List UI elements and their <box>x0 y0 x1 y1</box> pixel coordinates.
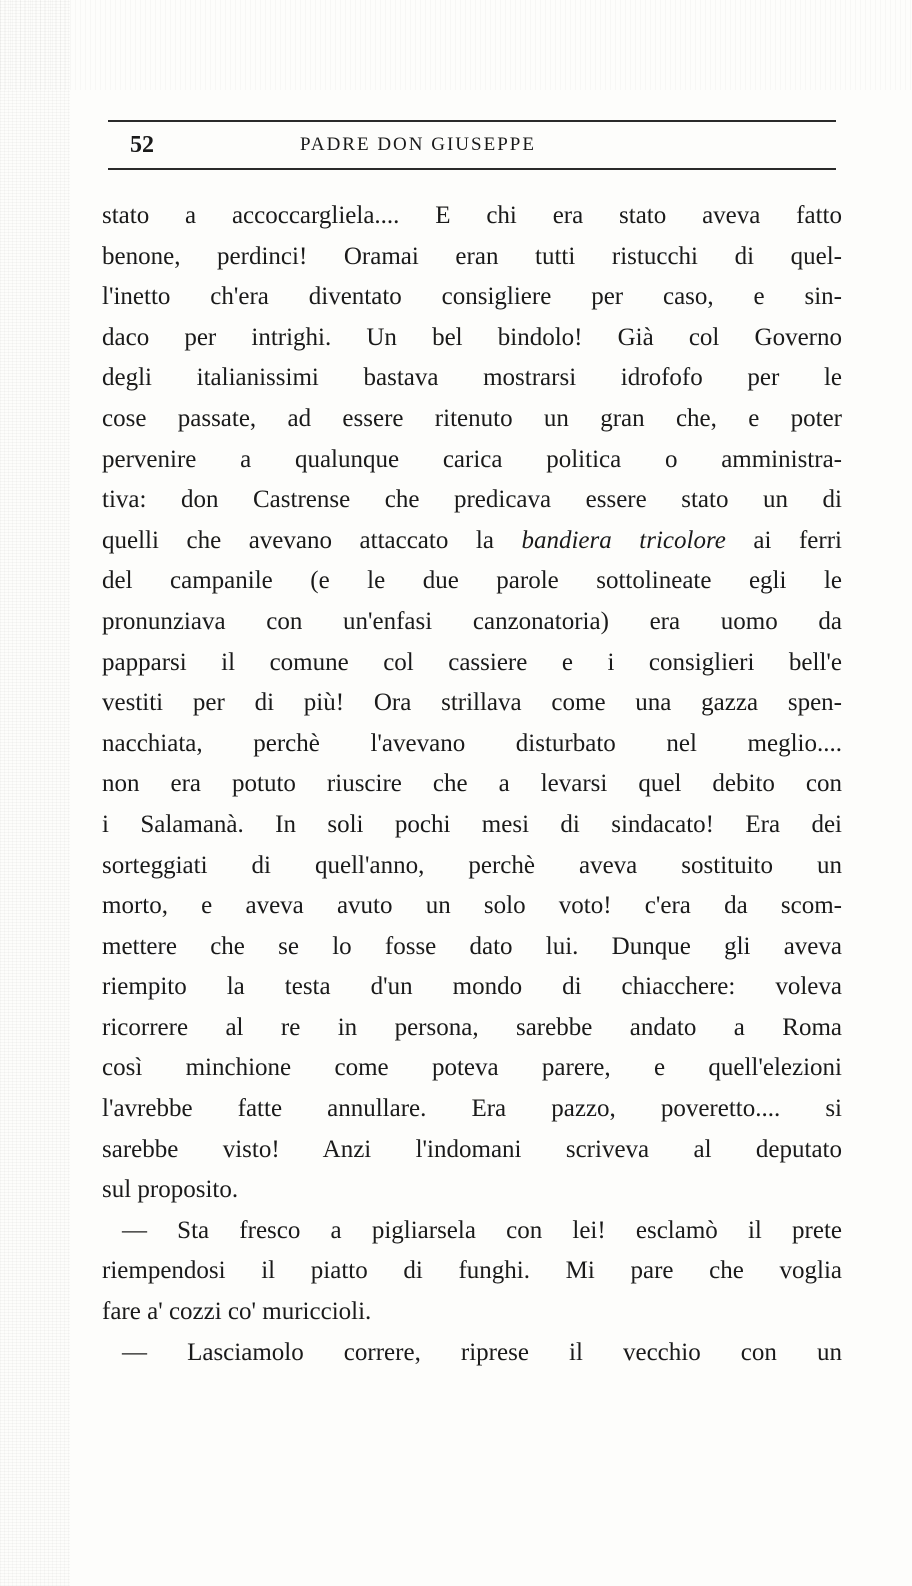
text-line-with-italic <box>102 521 842 562</box>
text-line: tiva: don Castrense che predicava essere stato un di <box>102 486 842 514</box>
text-line: cose passate, ad essere ritenuto un gran che, e poter <box>102 404 842 432</box>
italic-phrase: bandiera tricolore <box>521 526 726 554</box>
text-line: non era potuto riuscire che a levarsi quel debito con <box>102 770 842 798</box>
text-line: pervenire a qualunque carica politica o amministra- <box>102 445 842 473</box>
page-number: 52 <box>130 132 154 158</box>
text-line: riempito la testa d'un mondo di chiacchere: voleva <box>102 973 842 1001</box>
text-line: vestiti per di più! Ora strillava come una gazza spen- <box>102 689 842 717</box>
scan-noise-left <box>0 0 70 1586</box>
text-line: morto, e aveva avuto un solo voto! c'era da scom- <box>102 892 842 920</box>
header-top-rule <box>108 120 836 122</box>
text-line: così minchione come poteva parere, e quell'elezioni <box>102 1054 842 1082</box>
text-line: stato a accoccargliela.... E chi era stato aveva fatto <box>102 202 842 229</box>
text-line: nacchiata, perchè l'avevano disturbato nel meglio.... <box>102 729 842 757</box>
running-title: PADRE DON GIUSEPPE <box>300 134 536 155</box>
scan-noise-top <box>0 0 912 90</box>
header-bottom-rule <box>108 168 836 170</box>
text-line: benone, perdinci! Oramai eran tutti ristucchi di quel- <box>102 242 842 270</box>
page-header <box>108 128 836 164</box>
text-line: del campanile (e le due parole sottolineate egli le <box>102 567 842 595</box>
text-line: l'inetto ch'era diventato consigliere per caso, e sin- <box>102 283 842 311</box>
text-line-paragraph-end: fare a' cozzi co' muriccioli. <box>102 1298 372 1326</box>
text-line: degli italianissimi bastava mostrarsi idrofofo per le <box>102 364 842 392</box>
text-line: daco per intrighi. Un bel bindolo! Già col Governo <box>102 323 842 351</box>
text-segment: quelli che avevano attaccato la <box>102 526 522 554</box>
text-segment: ai ferri <box>725 526 842 554</box>
text-line: papparsi il comune col cassiere e i consiglieri bell'e <box>102 648 842 676</box>
text-line-paragraph-end: sul proposito. <box>102 1176 239 1204</box>
text-line: mettere che se lo fosse dato lui. Dunque gli aveva <box>102 932 842 960</box>
text-line: i Salamanà. In soli pochi mesi di sindacato! Era dei <box>102 810 842 838</box>
text-line: riempendosi il piatto di funghi. Mi pare che voglia <box>102 1257 842 1285</box>
text-line: sorteggiati di quell'anno, perchè aveva sostituito un <box>102 851 842 879</box>
dialogue-line: — Lasciamolo correre, riprese il vecchio con un <box>122 1338 842 1366</box>
text-line: ricorrere al re in persona, sarebbe andato a Roma <box>102 1013 842 1041</box>
body-text <box>102 196 842 1373</box>
text-line: sarebbe visto! Anzi l'indomani scriveva al deputato <box>102 1135 842 1163</box>
text-line: l'avrebbe fatte annullare. Era pazzo, poveretto.... si <box>102 1095 842 1123</box>
dialogue-line: — Sta fresco a pigliarsela con lei! esclamò il prete <box>122 1216 842 1244</box>
text-line: pronunziava con un'enfasi canzonatoria) era uomo da <box>102 607 842 635</box>
